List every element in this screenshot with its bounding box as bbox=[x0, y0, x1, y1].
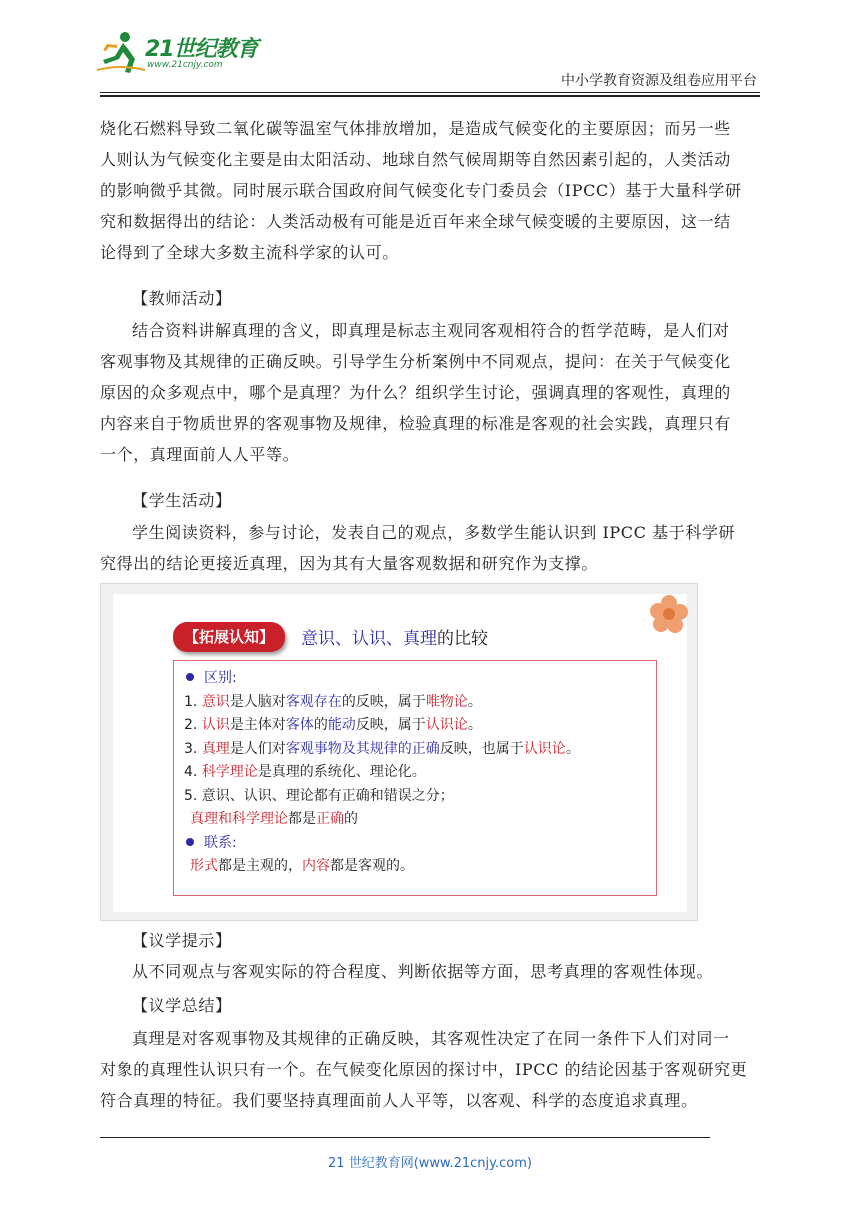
slide-title bbox=[301, 624, 488, 649]
comparison-slide bbox=[100, 583, 698, 921]
slide-content bbox=[113, 594, 687, 912]
text-line: 客观事物及其规律的正确反映。引导学生分析案例中不同观点，提问：在关于气候变化 bbox=[100, 352, 731, 371]
platform-name: 中小学教育资源及组卷应用平台 bbox=[561, 73, 757, 89]
header-divider bbox=[100, 92, 760, 93]
footer-link[interactable]: 21 世纪教育网(www.21cnjy.com) bbox=[328, 1156, 532, 1171]
text-line: 论得到了全球大多数主流科学家的认可。 bbox=[100, 243, 399, 262]
text-line: 原因的众多观点中，哪个是真理？为什么？组织学生讨论，强调真理的客观性，真理的 bbox=[100, 383, 731, 402]
comparison-box bbox=[173, 660, 657, 896]
text-line: 的影响微乎其微。同时展示联合国政府间气候变化专门委员会（IPCC）基于大量科学研 bbox=[100, 181, 742, 200]
item-cognition: 2. 认识是主体对客体的能动反映，属于认识论。 bbox=[184, 717, 482, 733]
text-line: 究得出的结论更接近真理，因为其有大量客观数据和研究作为支撑。 bbox=[100, 554, 599, 573]
bullet-icon bbox=[186, 838, 194, 846]
logo-url: www.21cnjy.com bbox=[147, 60, 223, 70]
text-line: 结合资料讲解真理的含义，即真理是标志主观同客观相符合的哲学范畴，是人们对 bbox=[132, 321, 730, 340]
text-line: 符合真理的特征。我们要坚持真理面前人人平等，以客观、科学的态度追求真理。 bbox=[100, 1091, 698, 1110]
paragraph-summary bbox=[100, 1023, 760, 1116]
footer-divider bbox=[100, 1137, 710, 1138]
discussion-hint-text: 从不同观点与客观实际的符合程度、判断依据等方面，思考真理的客观性体现。 bbox=[132, 962, 714, 981]
item-right-wrong: 5. 意识、认识、理论都有正确和错误之分； bbox=[184, 787, 454, 804]
teacher-activity-heading: 【教师活动】 bbox=[132, 289, 232, 308]
paragraph-teacher bbox=[100, 315, 760, 470]
slide-title-suffix: 的比较 bbox=[437, 629, 488, 649]
student-activity-heading: 【学生活动】 bbox=[132, 491, 232, 510]
site-logo bbox=[95, 30, 275, 78]
text-line: 内容来自于物质世界的客观事物及规律，检验真理的标准是客观的社会实践，真理只有 bbox=[100, 414, 731, 433]
paragraph-intro bbox=[100, 113, 760, 268]
header-divider-thick bbox=[100, 95, 760, 97]
item-truth-correct: 真理和科学理论都是正确的 bbox=[190, 811, 358, 827]
text-line: 对象的真理性认识只有一个。在气候变化原因的探讨中，IPCC 的结论因基于客观研究更 bbox=[100, 1060, 748, 1079]
text-line: 烧化石燃料导致二氧化碳等温室气体排放增加，是造成气候变化的主要原因；而另一些 bbox=[100, 119, 731, 138]
text-line: 学生阅读资料，参与讨论，发表自己的观点，多数学生能认识到 IPCC 基于科学研 bbox=[132, 523, 736, 542]
item-form-content: 形式都是主观的，内容都是客观的。 bbox=[190, 858, 414, 874]
bullet-icon bbox=[186, 673, 194, 681]
paragraph-student bbox=[100, 517, 760, 579]
text-line: 究和数据得出的结论：人类活动极有可能是近百年来全球气候变暖的主要原因，这一结 bbox=[100, 212, 731, 231]
text-line: 人则认为气候变化主要是由太阳活动、地球自然气候周期等自然因素引起的，人类活动 bbox=[100, 150, 731, 169]
text-line: 一个，真理面前人人平等。 bbox=[100, 445, 300, 464]
difference-heading: 区别: bbox=[184, 667, 646, 691]
connection-heading: 联系: bbox=[184, 832, 646, 856]
discussion-summary-heading: 【议学总结】 bbox=[132, 996, 232, 1015]
item-truth: 3. 真理是人们对客观事物及其规律的正确反映，也属于认识论。 bbox=[184, 740, 580, 757]
slide-title-terms: 意识、认识、真理 bbox=[301, 629, 437, 649]
text-line: 真理是对客观事物及其规律的正确反映，其客观性决定了在同一条件下人们对同一 bbox=[132, 1029, 730, 1048]
running-figure-icon bbox=[95, 30, 147, 76]
flower-icon bbox=[649, 594, 689, 634]
logo-text: 21世纪教育 bbox=[145, 37, 258, 62]
discussion-hint-heading: 【议学提示】 bbox=[132, 931, 232, 950]
item-consciousness: 1. 意识是人脑对客观存在的反映，属于唯物论。 bbox=[184, 693, 482, 710]
item-scientific-theory: 4. 科学理论是真理的系统化、理论化。 bbox=[184, 764, 426, 780]
expand-banner: 【拓展认知】 bbox=[173, 622, 285, 652]
